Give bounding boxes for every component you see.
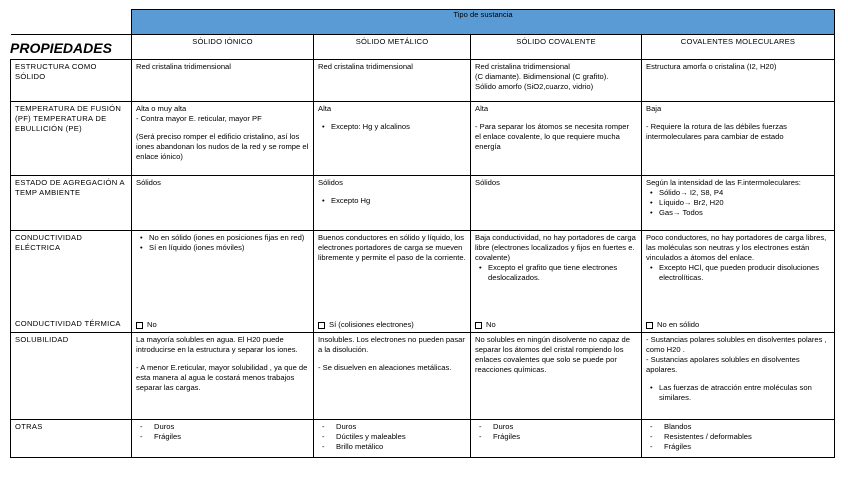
text-line: - Para separar los átomos se necesita romper el enlace covalente, lo que requiere mucha energía: [475, 122, 630, 151]
cell-conductivity-ionic: [132, 231, 314, 333]
cell-state-molecular: [642, 176, 835, 231]
thermal-conductivity-metallic: Sí (colisiones electrones): [318, 320, 414, 330]
text-line: - Requiere la rotura de las débiles fuerzas intermoleculares para cambiar de estado: [646, 122, 787, 141]
cell-structure-molecular: Estructura amorfa o cristalina (I2, H20): [642, 60, 835, 102]
list-item: - Frágiles: [154, 432, 309, 442]
checkbox-square-icon: [136, 322, 143, 329]
row-label-electrical-conductivity: CONDUCTIVIDAD ELÉCTRICA: [15, 233, 83, 252]
text-line: Alta: [318, 104, 332, 113]
table-row: [11, 60, 835, 102]
list-item: • Excepto: Hg y alcalinos: [331, 122, 466, 132]
cell-structure-metallic: Red cristalina tridimensional: [314, 60, 471, 102]
text-line: Baja: [646, 104, 662, 113]
cell-temperature-molecular: [642, 102, 835, 176]
cell-solubility-ionic: [132, 333, 314, 420]
cell-other-molecular: [642, 420, 835, 458]
list-item: • No en sólido (iones en posiciones fijas en red): [149, 233, 309, 243]
substance-type-banner: Tipo de sustancia: [132, 10, 835, 35]
cell-other-ionic: [132, 420, 314, 458]
cell-state-ionic: Sólidos: [132, 176, 314, 231]
list-item: • Excepto Hg: [331, 196, 466, 206]
checkbox-square-icon: [318, 322, 325, 329]
list-item: - Duros: [336, 422, 466, 432]
text-line: Sólidos: [318, 178, 343, 187]
column-header-metallic: SÓLIDO METÁLICO: [314, 35, 471, 60]
table-row: [11, 333, 835, 420]
list-item: • Las fuerzas de atracción entre moléculas son similares.: [659, 383, 830, 403]
list-item: - Frágiles: [493, 432, 637, 442]
cell-other-covalent: [471, 420, 642, 458]
text-line: Insolubles. Los electrones no pueden pasar a la disolución.: [318, 335, 465, 354]
text-line: Baja conductividad, no hay portadores de carga libre (electrones localizados y fijos en fuertes e. covalente): [475, 233, 636, 262]
cell-solubility-metallic: [314, 333, 471, 420]
substance-properties-table: [10, 9, 835, 458]
text-line: Red cristalina tridimensional: [475, 62, 570, 71]
text-line: Alta: [475, 104, 489, 113]
row-label-conductivity: [11, 231, 132, 333]
list-item: - Dúctiles y maleables: [336, 432, 466, 442]
text-line: Buenos conductores en sólido y líquido, los electrones portadores de carga se mueven libremente y permite el paso de la corriente.: [318, 233, 466, 262]
list-item: • Gas→ Todos: [659, 208, 830, 218]
banner-row: [11, 10, 835, 35]
text-line: Poco conductores, no hay portadores de carga libres, las moléculas son neutras y los electrones están vinculados a átomos del enlace.: [646, 233, 827, 262]
row-label-state: ESTADO DE AGREGACIÓN A TEMP AMBIENTE: [11, 176, 132, 231]
text-line: - Se disuelven en aleaciones metálicas.: [318, 363, 452, 372]
checkbox-square-icon: [475, 322, 482, 329]
thermal-conductivity-molecular: No en sólido: [646, 320, 699, 330]
text-line: La mayoría solubles en agua. El H20 puede introducirse en la estructura y separar los iones.: [136, 335, 298, 354]
cell-solubility-covalent: No solubles en ningún disolvente no capaz de separar los átomos del cristal rompiendo los enlaces covalentes que solo se puede por reacciones químicas.: [471, 333, 642, 420]
cell-state-covalent: Sólidos: [471, 176, 642, 231]
column-header-covalent: SÓLIDO COVALENTE: [471, 35, 642, 60]
list-item: - Frágiles: [664, 442, 830, 452]
text-line: - Sustancias polares solubles en disolventes polares , como H20 .: [646, 335, 827, 354]
table-row: [11, 231, 835, 333]
thermal-conductivity-covalent: No: [475, 320, 496, 330]
text-line: Alta o muy alta: [136, 104, 187, 113]
column-header-ionic: SÓLIDO IÓNICO: [132, 35, 314, 60]
text-line: - Contra mayor E. reticular, mayor PF: [136, 114, 262, 123]
text-line: - A menor E.reticular, mayor solubilidad , ya que de esta manera al agua le costará menos trabajos separar las cargas.: [136, 363, 308, 392]
cell-temperature-covalent: [471, 102, 642, 176]
table-row: [11, 102, 835, 176]
text-line: Sólido amorfo (SiO2,cuarzo, vidrio): [475, 82, 594, 91]
list-item: - Resistentes / deformables: [664, 432, 830, 442]
row-label-temperature: TEMPERATURA DE FUSIÓN (PF) TEMPERATURA DE EBULLICIÓN (PE): [11, 102, 132, 176]
cell-state-metallic: [314, 176, 471, 231]
row-label-other: OTRAS: [11, 420, 132, 458]
checkbox-square-icon: [646, 322, 653, 329]
cell-solubility-molecular: [642, 333, 835, 420]
list-item: - Duros: [493, 422, 637, 432]
cell-conductivity-molecular: [642, 231, 835, 333]
cell-temperature-metallic: [314, 102, 471, 176]
text-line: - Sustancias apolares solubles en disolventes apolares.: [646, 355, 800, 374]
text-line: (Será preciso romper el edificio cristalino, así los iones abandonan los nudos de la red y se rompe el enlace iónico): [136, 132, 309, 161]
list-item: - Duros: [154, 422, 309, 432]
list-item: • Sí en líquido (iones móviles): [149, 243, 309, 253]
column-header-molecular: COVALENTES MOLECULARES: [642, 35, 835, 60]
cell-conductivity-covalent: [471, 231, 642, 333]
list-item: • Sólido→ I2, S8, P4: [659, 188, 830, 198]
cell-conductivity-metallic: [314, 231, 471, 333]
text-line: Según la intensidad de las F.intermoleculares:: [646, 178, 801, 187]
cell-structure-ionic: Red cristalina tridimensional: [132, 60, 314, 102]
properties-heading: PROPIEDADES: [10, 40, 112, 56]
thermal-conductivity-ionic: No: [136, 320, 157, 330]
list-item: • Excepto HCl, que pueden producir disoluciones electrolíticas.: [659, 263, 830, 283]
table-row: [11, 176, 835, 231]
row-label-solubility: SOLUBILIDAD: [11, 333, 132, 420]
cell-other-metallic: [314, 420, 471, 458]
list-item: • Excepto el grafito que tiene electrones deslocalizados.: [488, 263, 637, 283]
cell-structure-covalent: [471, 60, 642, 102]
list-item: • Líquido→ Br2, H20: [659, 198, 830, 208]
text-line: (C diamante). Bidimensional (C grafito).: [475, 72, 609, 81]
row-label-thermal-conductivity: CONDUCTIVIDAD TÉRMICA: [15, 319, 121, 328]
cell-temperature-ionic: [132, 102, 314, 176]
list-item: - Blandos: [664, 422, 830, 432]
column-header-row: [11, 35, 835, 60]
table-row: [11, 420, 835, 458]
row-label-structure: ESTRUCTURA COMO SÓLIDO: [11, 60, 132, 102]
list-item: - Brillo metálico: [336, 442, 466, 452]
